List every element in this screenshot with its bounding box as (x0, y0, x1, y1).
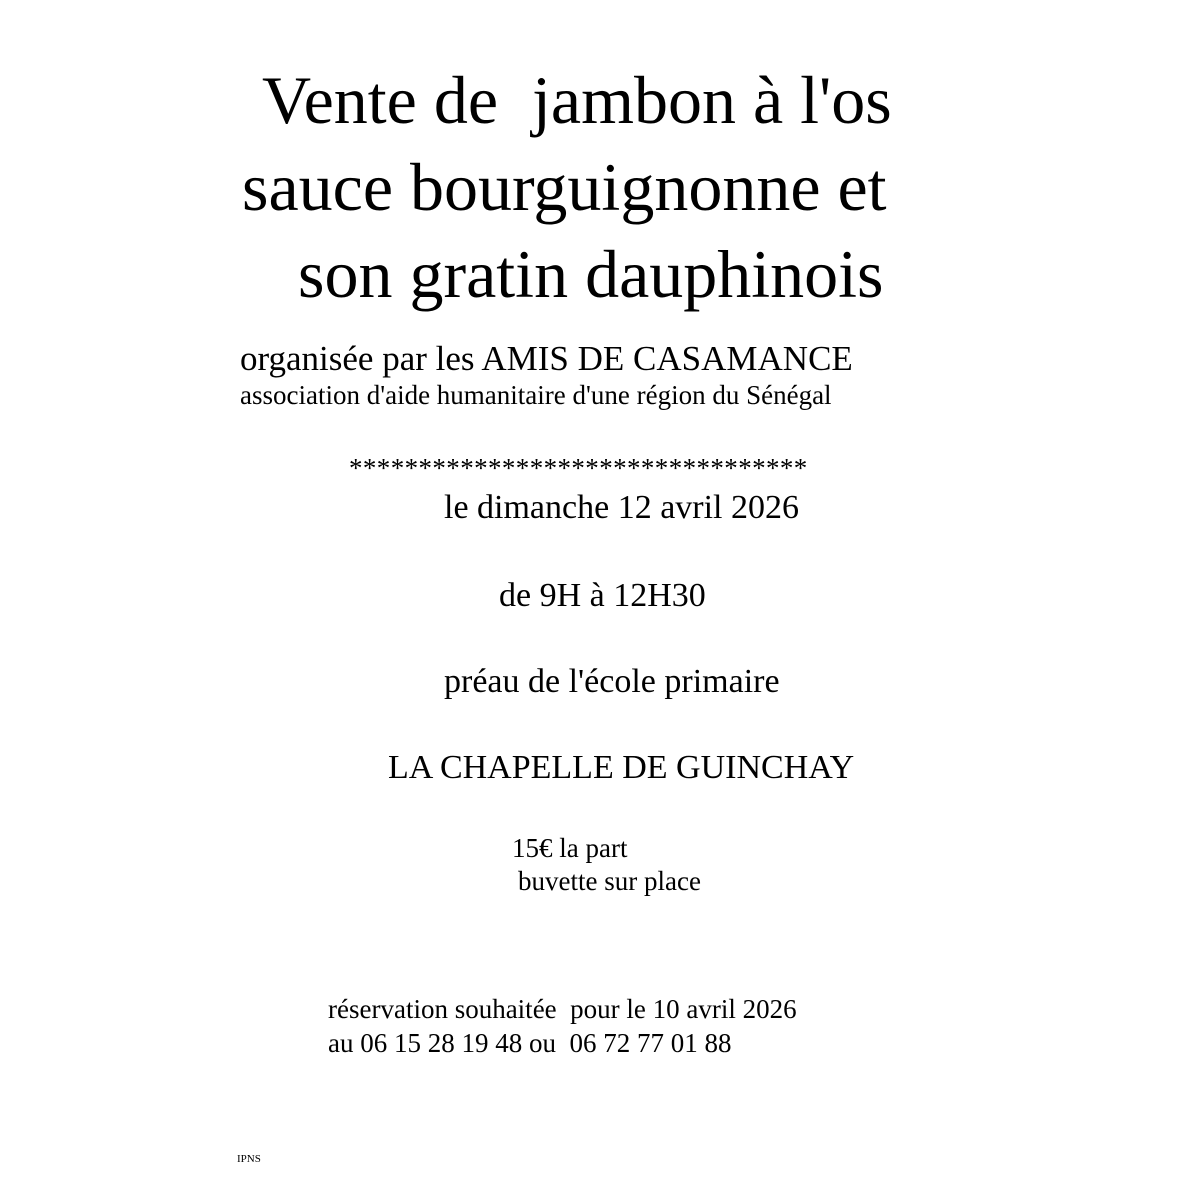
title-line-3: son gratin dauphinois (298, 236, 884, 312)
event-hours: de 9H à 12H30 (499, 577, 706, 614)
asterisk-separator: ********************************* (349, 453, 808, 483)
event-venue: préau de l'école primaire (444, 663, 780, 700)
event-town: LA CHAPELLE DE GUINCHAY (388, 749, 855, 786)
ipns-mention: IPNS (237, 1153, 261, 1165)
price: 15€ la part (512, 833, 628, 863)
refreshments: buvette sur place (518, 866, 701, 896)
event-date: le dimanche 12 avril 2026 (444, 489, 800, 526)
reservation-line-2: au 06 15 28 19 48 ou 06 72 77 01 88 (328, 1028, 732, 1058)
title-line-2: sauce bourguignonne et (242, 149, 887, 225)
reservation-line-1: réservation souhaitée pour le 10 avril 2026 (328, 994, 797, 1024)
title-line-1: Vente de jambon à l'os (262, 62, 892, 138)
association-description: association d'aide humanitaire d'une région du Sénégal (240, 380, 832, 410)
organizer-line: organisée par les AMIS DE CASAMANCE (240, 339, 853, 378)
